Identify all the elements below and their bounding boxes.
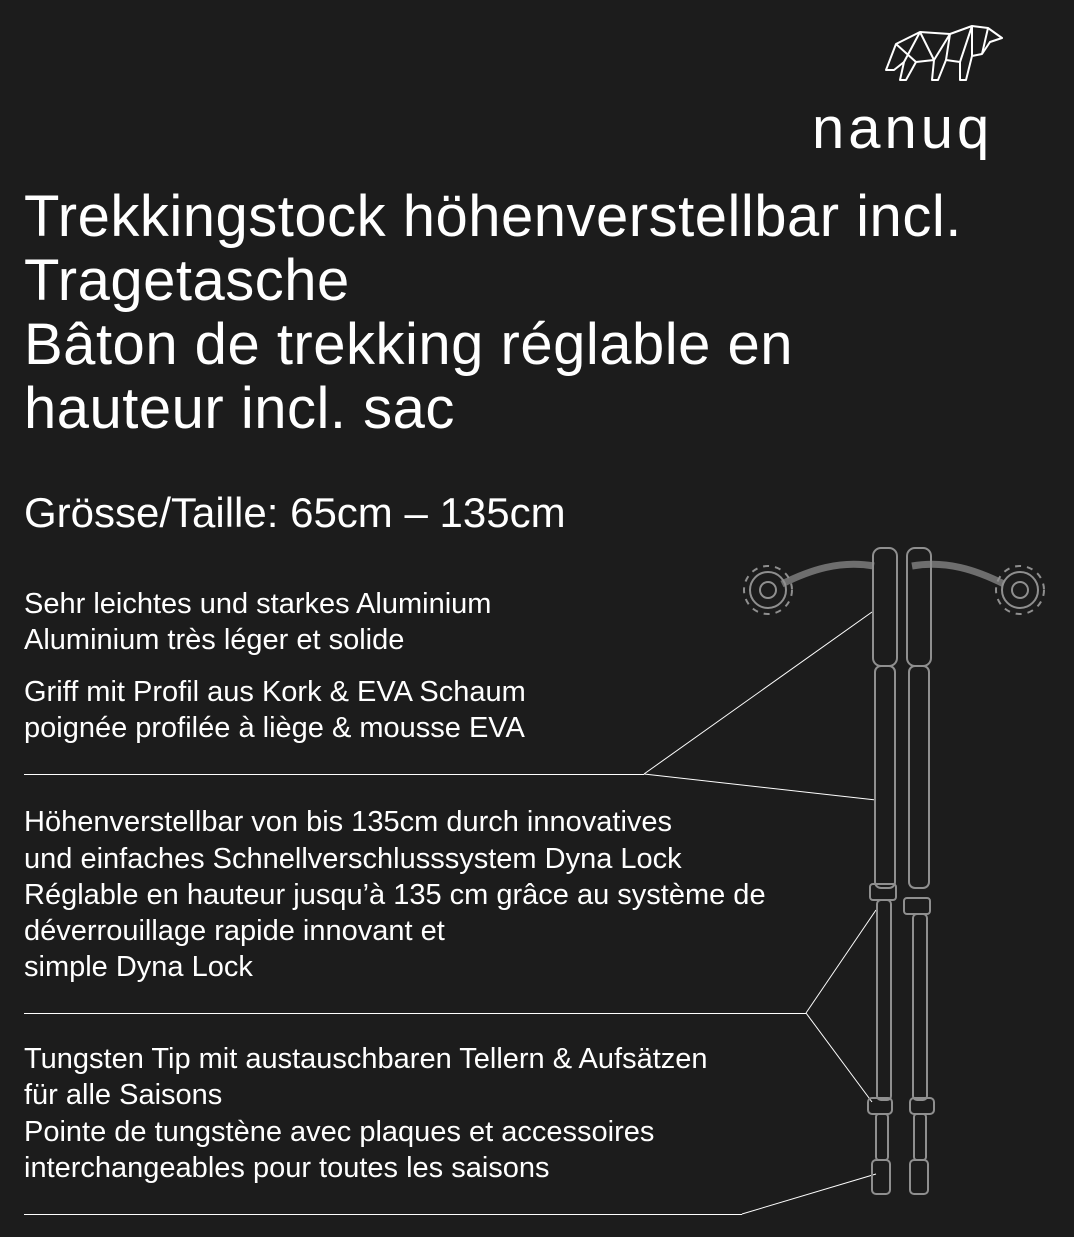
size-range: Grösse/Taille: 65cm – 135cm [24, 489, 566, 536]
title-line-2: Tragetasche [24, 248, 350, 313]
grip-line-de: Griff mit Profil aus Kork & EVA Schaum [24, 676, 526, 708]
brand-wordmark: nanuq [812, 96, 994, 161]
title-line-3: Bâton de trekking réglable en [24, 312, 794, 377]
polar-bear-icon [876, 18, 1006, 90]
material-line-de: Sehr leichtes und starkes Aluminium [24, 588, 492, 620]
tip-line-1: Tungsten Tip mit austauschbaren Tellern & Aufsätzen [24, 1043, 708, 1075]
divider-1 [24, 774, 644, 775]
adjust-line-4: déverrouillage rapide innovant et [24, 915, 445, 947]
divider-3 [24, 1214, 742, 1215]
tip-line-3: Pointe de tungstène avec plaques et accessoires [24, 1116, 655, 1148]
adjust-line-2: und einfaches Schnellverschlusssystem Dyna Lock [24, 843, 682, 875]
adjust-line-3: Réglable en hauteur jusqu’à 135 cm grâce au système de [24, 879, 766, 911]
title-line-4: hauteur incl. sac [24, 376, 455, 441]
tip-line-2: für alle Saisons [24, 1079, 223, 1111]
material-line-fr: Aluminium très léger et solide [24, 624, 405, 656]
divider-2 [24, 1013, 806, 1014]
tip-line-4: interchangeables pour toutes les saisons [24, 1152, 550, 1184]
adjust-line-5: simple Dyna Lock [24, 951, 253, 983]
adjust-line-1: Höhenverstellbar von bis 135cm durch innovatives [24, 806, 673, 838]
grip-line-fr: poignée profilée à liège & mousse EVA [24, 712, 525, 744]
title-line-1: Trekkingstock höhenverstellbar incl. [24, 184, 962, 249]
